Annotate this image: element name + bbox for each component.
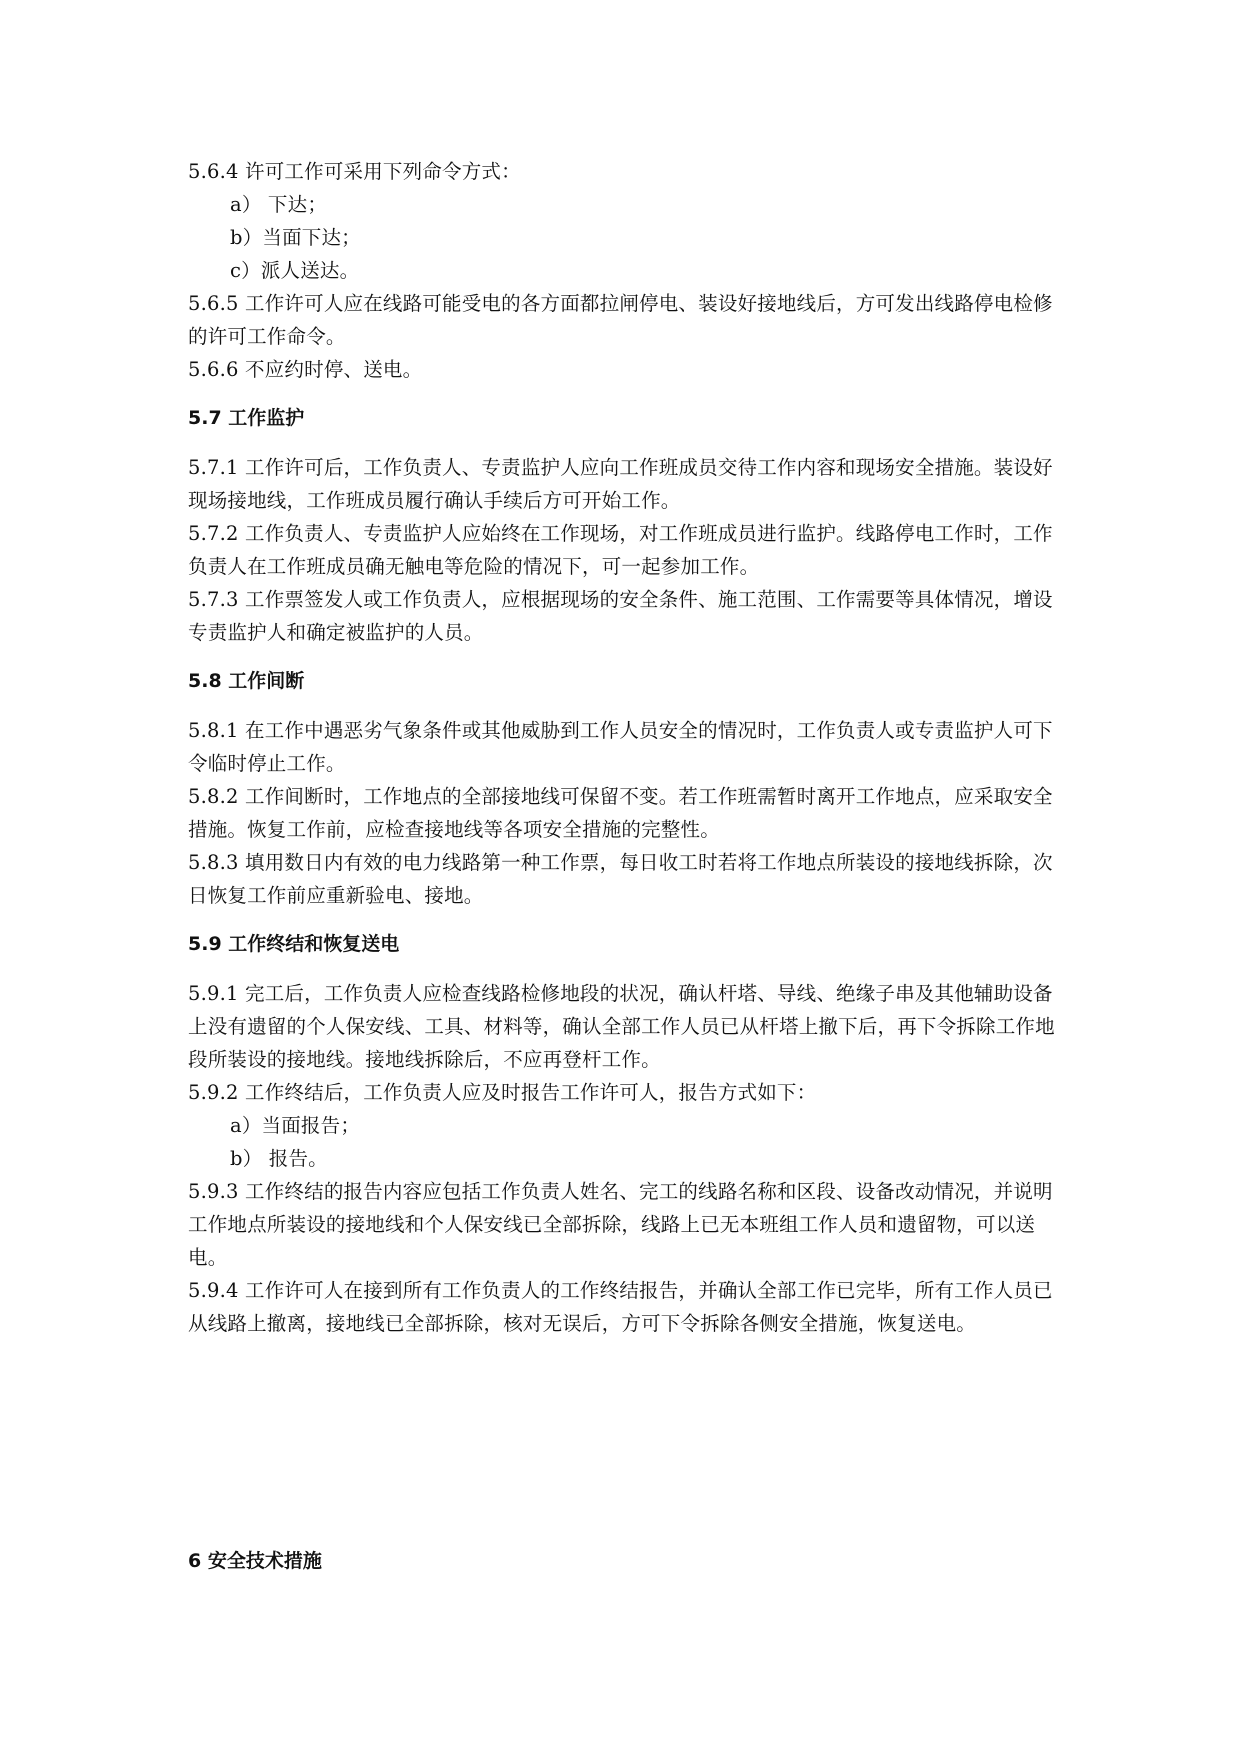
- clause-5-7-3: 5.7.3 工作票签发人或工作负责人，应根据现场的安全条件、施工范围、工作需要等具体情况，增设专责监护人和确定被监护的人员。: [188, 588, 1053, 644]
- clause-5-6-5: 5.6.5 工作许可人应在线路可能受电的各方面都拉闸停电、装设好接地线后，方可发出线路停电检修的许可工作命令。: [188, 292, 1053, 348]
- list-item-a: a）当面报告；: [230, 1114, 361, 1137]
- clause-5-8-3: 5.8.3 填用数日内有效的电力线路第一种工作票，每日收工时若将工作地点所装设的接地线拆除，次日恢复工作前应重新验电、接地。: [188, 851, 1053, 907]
- clause-5-7-2: 5.7.2 工作负责人、专责监护人应始终在工作现场，对工作班成员进行监护。线路停电工作时，工作负责人在工作班成员确无触电等危险的情况下，可一起参加工作。: [188, 522, 1053, 578]
- list-item-b: b） 报告。: [230, 1147, 328, 1170]
- clause-5-9-3: 5.9.3 工作终结的报告内容应包括工作负责人姓名、完工的线路名称和区段、设备改动情况，并说明工作地点所装设的接地线和个人保安线已全部拆除，线路上已无本班组工作人员和遗留物，可以送电。: [188, 1180, 1053, 1269]
- section-heading-5-9: 5.9 工作终结和恢复送电: [188, 933, 400, 955]
- clause-5-6-4: 5.6.4 许可工作可采用下列命令方式：: [188, 160, 521, 183]
- list-item-a: a） 下达；: [230, 193, 328, 216]
- list-item-b: b）当面下达；: [230, 226, 361, 249]
- clause-5-6-6: 5.6.6 不应约时停、送电。: [188, 358, 423, 381]
- clause-5-8-1: 5.8.1 在工作中遇恶劣气象条件或其他威胁到工作人员安全的情况时，工作负责人或专责监护人可下令临时停止工作。: [188, 719, 1053, 775]
- clause-5-7-1: 5.7.1 工作许可后，工作负责人、专责监护人应向工作班成员交待工作内容和现场安全措施。装设好现场接地线，工作班成员履行确认手续后方可开始工作。: [188, 456, 1053, 512]
- section-heading-6: 6 安全技术措施: [188, 1550, 322, 1572]
- clause-5-9-1: 5.9.1 完工后，工作负责人应检查线路检修地段的状况，确认杆塔、导线、绝缘子串及其他辅助设备上没有遗留的个人保安线、工具、材料等，确认全部工作人员已从杆塔上撤下后，再下令拆除工作地段所装设的接地线。接地线拆除后，不应再登杆工作。: [188, 982, 1055, 1071]
- list-item-c: c）派人送达。: [230, 259, 360, 282]
- clause-5-9-4: 5.9.4 工作许可人在接到所有工作负责人的工作终结报告，并确认全部工作已完毕，所有工作人员已从线路上撤离，接地线已全部拆除，核对无误后，方可下令拆除各侧安全措施，恢复送电。: [188, 1279, 1053, 1335]
- document-body: [188, 155, 1068, 1340]
- section-heading-5-7: 5.7 工作监护: [188, 407, 305, 429]
- clause-5-9-2: 5.9.2 工作终结后，工作负责人应及时报告工作许可人，报告方式如下：: [188, 1081, 817, 1104]
- section-heading-5-8: 5.8 工作间断: [188, 670, 305, 692]
- clause-5-8-2: 5.8.2 工作间断时，工作地点的全部接地线可保留不变。若工作班需暂时离开工作地点，应采取安全措施。恢复工作前，应检查接地线等各项安全措施的完整性。: [188, 785, 1053, 841]
